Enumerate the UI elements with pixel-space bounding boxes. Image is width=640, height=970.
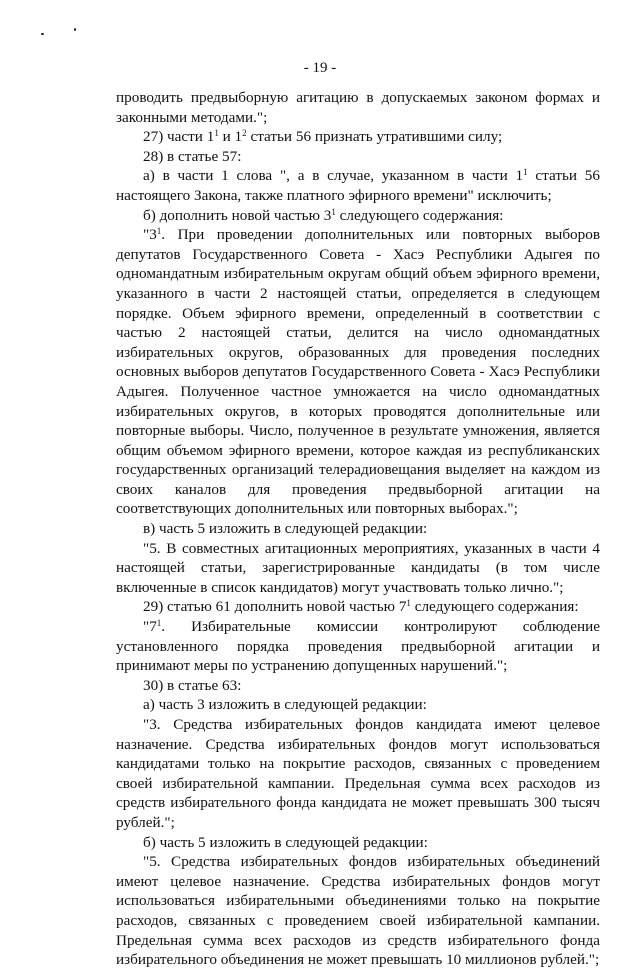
paragraph (116, 617, 600, 676)
paragraph-text: 27) части 1 (143, 128, 215, 146)
paragraph-text: 30) в статье 63: (143, 676, 242, 694)
paragraph-text: "5. В совместных агитационных мероприятиях, указанных в части 4 настоящей статьи, зарегистрированные кандидаты (в том числе включенные в список кандидатов) могут участвовать только лично."; (116, 539, 600, 596)
paragraph-text: 28) в статье 57: (143, 147, 242, 165)
superscript: 1 (406, 598, 411, 609)
superscript: 2 (242, 128, 247, 139)
paragraph-text: б) часть 5 изложить в следующей редакции: (143, 833, 428, 851)
paragraph (116, 597, 600, 617)
paragraph (116, 539, 600, 598)
paragraph-text: 29) статью 61 дополнить новой частью 7 (143, 598, 407, 616)
paragraph (116, 225, 600, 519)
paragraph (116, 676, 600, 696)
document-body (116, 88, 600, 970)
superscript: 1 (156, 226, 162, 237)
paragraph (116, 127, 600, 147)
paragraph-text: б) дополнить новой частью 3 (143, 206, 332, 224)
page-number: - 19 - (303, 60, 337, 76)
superscript: 1 (214, 128, 219, 139)
scan-speck (74, 28, 76, 31)
paragraph-text: а) часть 3 изложить в следующей редакции: (143, 696, 427, 714)
paragraph-text: статьи 56 настоящего Закона, также платного эфирного времени" исключить; (116, 167, 600, 204)
paragraph (116, 147, 600, 167)
paragraph-text: "7 (143, 618, 157, 636)
paragraph-text: проводить предвыборную агитацию в допускаемых законом формах и законными методами."; (116, 89, 600, 126)
paragraph (116, 519, 600, 539)
superscript: 1 (156, 618, 162, 629)
superscript: 1 (523, 167, 528, 178)
paragraph (116, 206, 600, 226)
paragraph-text: "3. Средства избирательных фондов кандидата имеют целевое назначение. Средства избирательных фондов могут использоваться кандидатами только на покрытие расходов, связанных с проведением своей избирательной кампании. Предельная сумма всех расходов из средств избирательного фонда кандидата не может превышать 300 тысяч рублей."; (116, 716, 600, 831)
paragraph-text: а) в части 1 слова ", а в случае, указанном в части 1 (143, 167, 524, 185)
superscript: 1 (331, 206, 336, 217)
paragraph (116, 88, 600, 127)
paragraph-text: в) часть 5 изложить в следующей редакции: (143, 520, 428, 538)
paragraph (116, 833, 600, 853)
paragraph-text: следующего содержания: (335, 206, 504, 224)
paragraph-text: . При проведении дополнительных или повторных выборов депутатов Государственного Совета - Хасэ Республики Адыгея по одномандатным избирательным округам общий объем эфирного времени, указанного в части 2 настоящей статьи, определяется в следующем порядке. Объем эфирного времени, определенный в соответствии с частью 2 настоящей статьи, делится на число одномандатных избирательных округов, образованных для проведения последних основных выборов депутатов Государственного Совета - Хасэ Республики Адыгея. Полученное частное умножается на число одномандатных избирательных округов, в которых проводятся дополнительные или повторные выборы. Число, полученное в результате умножения, является общим объемом эфирного времени, которое каждая из республиканских государственных организаций телерадиовещания выделяет на каждом из своих каналов для проведения предвыборной агитации на соответствующих дополнительных или повторных выборах."; (116, 226, 600, 518)
paragraph (116, 715, 600, 833)
paragraph (116, 166, 600, 205)
paragraph-text: "3 (143, 226, 157, 244)
paragraph (116, 852, 600, 970)
paragraph-text: . Избирательные комиссии контролируют соблюдение установленного порядка проведения предвыборной агитации и принимают меры по устранению допущенных нарушений."; (116, 618, 600, 675)
paragraph (116, 695, 600, 715)
paragraph-text: следующего содержания: (410, 598, 579, 616)
paragraph-text: статьи 56 признать утратившими силу; (246, 128, 503, 146)
paragraph-text: и 1 (218, 128, 243, 146)
paragraph-text: "5. Средства избирательных фондов избирательных объединений имеют целевое назначение. Средства избирательных фондов могут использоваться избирательными объединениями только на покрытие расходов, связанных с проведением своей избирательной кампании. Предельная сумма всех расходов из средств избирательного фонда избирательного объединения не может превышать 10 миллионов рублей."; (116, 853, 600, 969)
scan-speck (41, 33, 44, 35)
